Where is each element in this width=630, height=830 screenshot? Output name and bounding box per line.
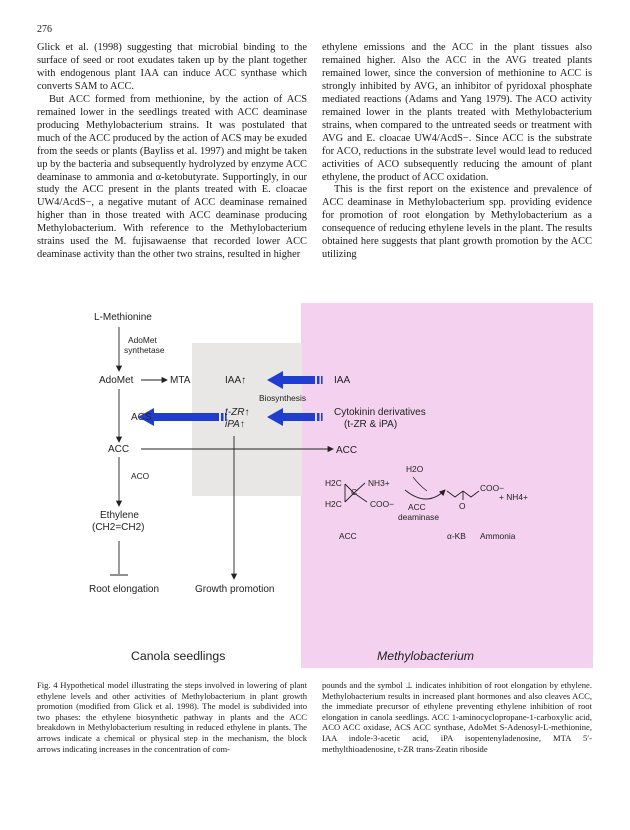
left-paragraph-2: But ACC formed from methionine, by the action of ACS remained lower in the seedlings treated with ACC deaminase producing Methylobacterium strains. It was postulated that much of the ACC produced by the action of ACS may be exuded from the seeds or plants (Bayliss et al. 1997) and might be taken up by the bacteria and subsequently hydrolyzed by enzyme ACC deaminase to ammonia and α-ketobutyrate. Supportingly, in our study the ACC present in the plants treated with E. cloacae UW4/AcdS−, a negative mutant of ACC deaminase remained higher than in those treated with ACC deaminase producing Methylobacterium. With reference to the Methylobacterium strains used the M. fujisawaense that recorded lower ACC deaminase activity than the other two strains, resulted in higher bbox=[37, 93, 307, 261]
akb-label: α-KB bbox=[447, 531, 466, 541]
biosynthesis-label: Biosynthesis bbox=[259, 393, 307, 403]
h2c-bottom-label: H2C bbox=[325, 499, 342, 509]
right-paragraph-2: This is the first report on the existence and prevalence of ACC deaminase in Methylobacterium spp. providing evidence for promotion of root elongation by Methylobacterium as a consequence of reducing ethylene levels in the plant. The results obtained here suggests that plant growth promotion by the ACC utilizing bbox=[322, 184, 592, 261]
ipa-increase-label: iPA↑ bbox=[225, 419, 245, 430]
left-text-column bbox=[37, 42, 307, 262]
adomet-synthetase-label-1: AdoMet bbox=[128, 335, 157, 345]
figure-diagram bbox=[37, 303, 593, 668]
page-number: 276 bbox=[37, 24, 52, 35]
figure-caption-right: pounds and the symbol ⊥ indicates inhibition of root elongation by ethylene. Methylobacterium results in increased plant hormones and also cleaves ACC, the immediate precursor of ethylene preventing ethylene inhibition of root elongation in canola seedlings. ACC 1-aminocyclopropane-1-carboxylic acid, ACO ACC oxidase, ACS ACC synthase, AdoMet S-Adenosyl-L-methionine, IAA indole-3-acetic acid, iPA isopentenyladenosine, MTA 5′-methylthioadenosine, t-ZR trans-Zeatin riboside bbox=[322, 680, 592, 754]
acc-deaminase-label-1: ACC bbox=[408, 502, 426, 512]
adomet-label: AdoMet bbox=[99, 375, 134, 386]
mta-label: MTA bbox=[170, 375, 191, 386]
cytokinin-label-2: (t-ZR & iPA) bbox=[344, 419, 398, 430]
l-methionine-label: L-Methionine bbox=[94, 312, 152, 323]
acc-bottom-label: ACC bbox=[339, 531, 357, 541]
left-paragraph-1: Glick et al. (1998) suggesting that microbial binding to the surface of seed or root exudates taken up by the plant together with endogenous plant IAA can induce ACC synthase which converts SAM to ACC. bbox=[37, 42, 307, 92]
canola-seedlings-label: Canola seedlings bbox=[131, 649, 226, 663]
right-paragraph-1: ethylene emissions and the ACC in the plant tissues also remained higher. Also the ACC in the AVG treated plants remained lower, since the conversion of methionine to ACC is strongly inhibited by AVG, an inhibitor of pyridoxal phosphate mediated reactions (Adams and Yang 1979). The ACO activity remained lower in the plants treated with Methylobacterium strains, when compared to the untreated seeds or treatment with AVG and E. cloacae UW4/AcdS−. Since ACC is the substrate for ACO, reductions in the substrate level would lead to reduced activities of ACO subsequently reducing the amount of plant ethylene, the product of ACC oxidation. bbox=[322, 42, 592, 183]
ammonia-label: Ammonia bbox=[480, 531, 516, 541]
acc-deaminase-label-2: deaminase bbox=[398, 512, 439, 522]
right-text-column bbox=[322, 42, 592, 262]
figure-4 bbox=[37, 303, 593, 668]
oxygen-label: O bbox=[459, 501, 466, 511]
tzr-increase-label: t-ZR↑ bbox=[225, 407, 250, 418]
methylobacterium-label: Methylobacterium bbox=[377, 649, 475, 663]
ethylene-label-2: (CH2=CH2) bbox=[92, 522, 145, 533]
iaa-label: IAA bbox=[334, 375, 351, 386]
growth-promotion-label: Growth promotion bbox=[195, 584, 275, 595]
acs-label: ACS bbox=[131, 412, 152, 423]
iaa-increase-label: IAA↑ bbox=[225, 375, 247, 386]
coo-right-label: COO− bbox=[480, 483, 504, 493]
c-atom-label: C bbox=[351, 487, 358, 497]
ethylene-label-1: Ethylene bbox=[100, 510, 139, 521]
acc-right-label: ACC bbox=[336, 445, 358, 456]
cytokinin-label-1: Cytokinin derivatives bbox=[334, 407, 426, 418]
aco-label: ACO bbox=[131, 471, 150, 481]
nh3-label: NH3+ bbox=[368, 478, 390, 488]
coo-left-label: COO− bbox=[370, 499, 394, 509]
ammonium-label: + NH4+ bbox=[499, 492, 528, 502]
h2c-top-label: H2C bbox=[325, 478, 342, 488]
figure-caption-left: Fig. 4 Hypothetical model illustrating the steps involved in lowering of plant ethylene levels and other activities of Methylobacterium in plant growth promotion (modified from Glick et al. 1998). The model is subdivided into two phases: the ethylene biosynthetic pathway in plants and the ACC breakdown in Methylobacterium resulting in reduced ethylene in plants. The arrows indicate a chemical or physical step in the mechanism, the block arrows indicating increases in the concentration of com- bbox=[37, 680, 307, 754]
adomet-synthetase-label-2: synthetase bbox=[124, 345, 165, 355]
acc-left-label: ACC bbox=[108, 444, 130, 455]
root-elongation-label: Root elongation bbox=[89, 584, 160, 595]
water-label: H2O bbox=[406, 464, 424, 474]
